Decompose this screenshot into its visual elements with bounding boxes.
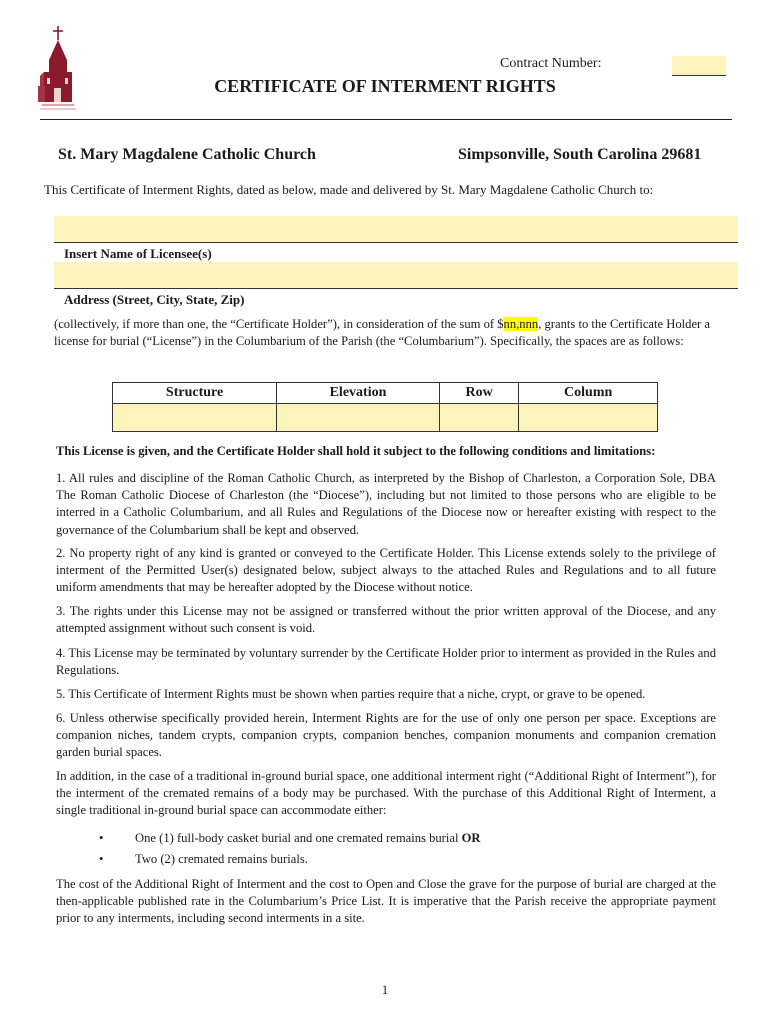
elevation-input[interactable]: [277, 404, 439, 431]
contract-number-field[interactable]: [672, 56, 726, 76]
address-field[interactable]: [54, 262, 738, 288]
list-item: [88, 828, 481, 849]
conditions-heading: This License is given, and the Certificate Holder shall hold it subject to the following conditions and limitations:: [56, 444, 656, 458]
church-location: Simpsonville, South Carolina 29681: [458, 146, 702, 163]
col-structure: Structure: [113, 383, 277, 404]
address-label: Address (Street, City, State, Zip): [64, 292, 245, 307]
consideration-text-after: , grants to the Certificate Holder a license for burial (“License”) in the Columbarium of the Parish (the “Columbarium”). Specifically, the spaces are as follows:: [54, 317, 711, 349]
closing-paragraph: The cost of the Additional Right of Interment and the cost to Open and Close the grave for the purpose of burial are charged at the then-applicable published rate in the Columbarium’s Price List. It is imperative that the Parish receive the appropriate payment prior to any interments, including second interments in a site.: [56, 877, 716, 926]
col-row: Row: [439, 383, 519, 404]
licensee-name-field[interactable]: [54, 216, 738, 242]
address-underline: [54, 288, 738, 289]
bullet-icon: •: [99, 852, 104, 866]
contract-number-label: Contract Number:: [500, 56, 602, 71]
bullet-icon: •: [99, 831, 104, 845]
list-item: [88, 849, 481, 870]
row-input[interactable]: [440, 404, 519, 431]
church-logo-icon: [38, 26, 78, 112]
clause-2: 2. No property right of any kind is granted or conveyed to the Certificate Holder. This License extends solely to the privilege of interment of the Permitted User(s) designated below, subject always to the attached Rules and Regulations and to all future uniform amendments that may be hereafter adopted by the Diocese without notice.: [56, 546, 716, 595]
page-title: CERTIFICATE OF INTERMENT RIGHTS: [214, 76, 556, 96]
consideration-paragraph: [54, 316, 710, 350]
option-1-text: One (1) full-body casket burial and one cremated remains burial: [135, 831, 462, 845]
col-column: Column: [519, 383, 658, 404]
intro-text: This Certificate of Interment Rights, dated as below, made and delivered by St. Mary Magdalene Catholic Church to:: [44, 182, 654, 197]
option-1-or: OR: [461, 831, 481, 845]
table-row: [113, 404, 658, 432]
church-name: St. Mary Magdalene Catholic Church: [58, 146, 316, 163]
clause-1: 1. All rules and discipline of the Roman Catholic Church, as interpreted by the Bishop of Charleston, a Corporation Sole, DBA The Roman Catholic Diocese of Charleston (the “Diocese”), including but not limited to those persons who are eligible to be interred in a Catholic Columbarium, and all Rules and Regulations of the Diocese now or hereafter existing with respect to the governance of the Columbarium shall be kept and observed.: [56, 471, 716, 537]
clause-4: 4. This License may be terminated by voluntary surrender by the Certificate Holder prior to interment as provided in the Rules and Regulations.: [56, 646, 716, 678]
clause-3: 3. The rights under this License may not be assigned or transferred without the prior written approval of the Diocese, and any attempted assignment without such consent is void.: [56, 604, 716, 636]
page-number: 1: [381, 983, 389, 997]
burial-options-list: [88, 828, 481, 870]
clause-5: 5. This Certificate of Interment Rights must be shown when parties require that a niche, crypt, or grave to be opened.: [56, 687, 646, 701]
licensee-name-label: Insert Name of Licensee(s): [64, 246, 212, 261]
title-divider: [40, 119, 732, 120]
amount-highlight[interactable]: nn,nnn: [503, 317, 539, 331]
additional-right-paragraph: In addition, in the case of a traditional in-ground burial space, one additional interment right (“Additional Right of Interment”), for the interment of the cremated remains of a body may be purchased. With the purchase of this Additional Right of Interment, a single traditional in-ground burial space can accommodate either:: [56, 769, 716, 818]
clause-6: 6. Unless otherwise specifically provided herein, Interment Rights are for the use of only one person per space. Exceptions are companion niches, tandem crypts, companion crypts, companion benches, companion monuments and companion cremation garden burial spaces.: [56, 711, 716, 760]
column-input[interactable]: [519, 404, 657, 431]
licensee-underline: [54, 242, 738, 243]
spaces-table: [112, 382, 658, 432]
col-elevation: Elevation: [277, 383, 440, 404]
structure-input[interactable]: [113, 404, 276, 431]
option-2-text: Two (2) cremated remains burials.: [135, 852, 308, 866]
consideration-text-before: (collectively, if more than one, the “Certificate Holder”), in consideration of the sum of $: [54, 317, 504, 331]
